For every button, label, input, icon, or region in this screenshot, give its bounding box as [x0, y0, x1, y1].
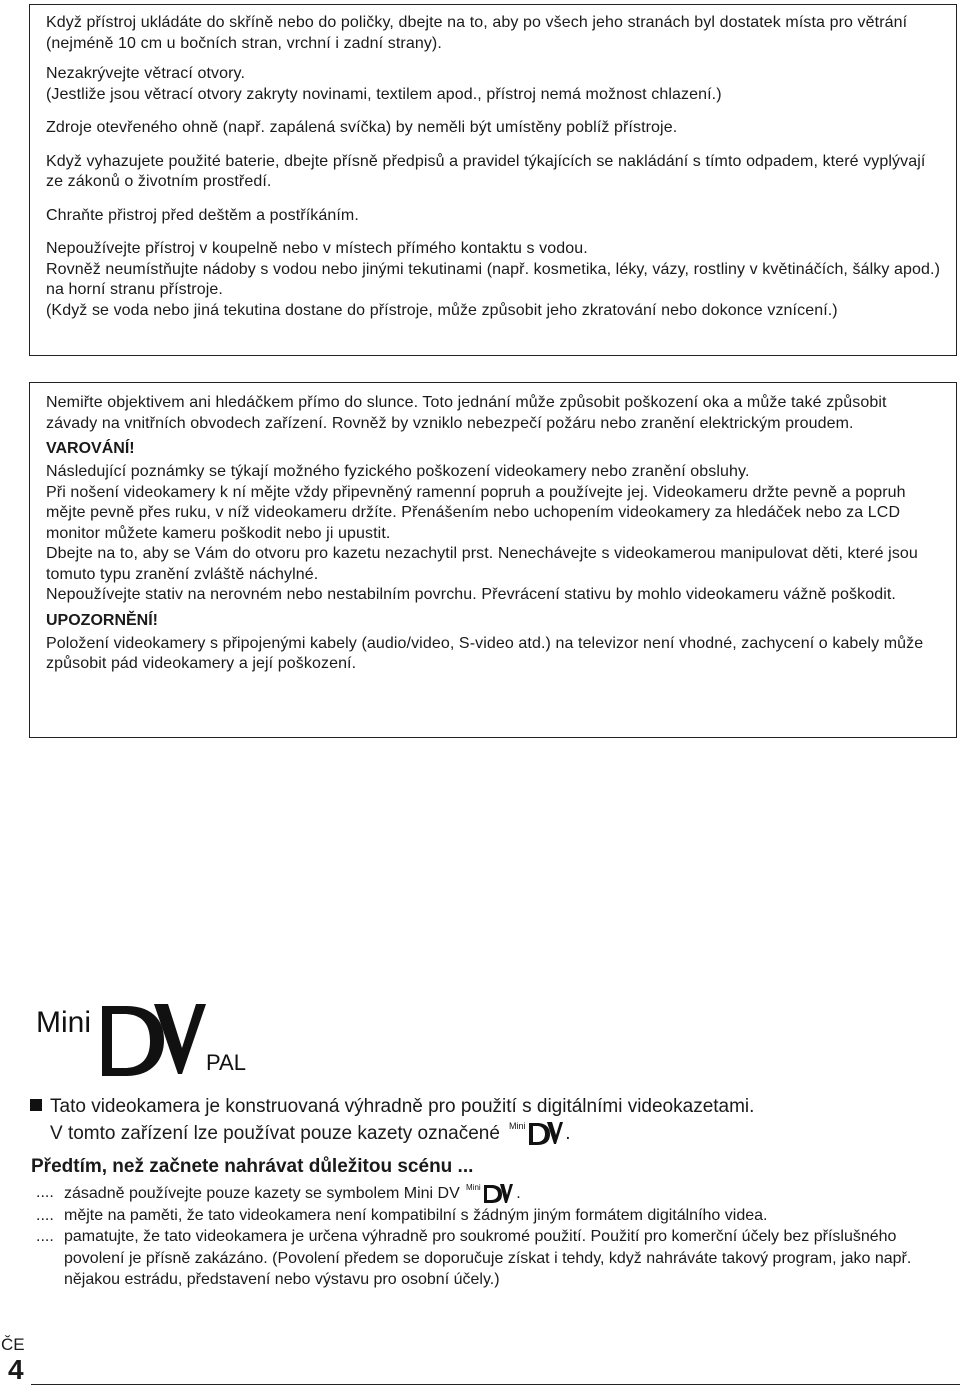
open-flame-warning: Zdroje otevřeného ohně (např. zapálená svíčka) by neměli být umístěny poblíž přístroje. [46, 119, 678, 136]
warning-item-injury: Následující poznámky se týkají možného fyzického poškození videokamery nebo zranění obsluhy. [46, 463, 750, 480]
compat-line-2-end: . [565, 1123, 571, 1144]
list-dots: .... [36, 1184, 54, 1201]
page-number: 4 [8, 1354, 24, 1385]
list-item-text: zásadně používejte pouze kazety se symbolem Mini DV [64, 1185, 460, 1202]
list-item [36, 1226, 948, 1291]
warning-item-strap: Při nošení videokamery k ní mějte vždy připevněný ramenní popruh a používejte jej. Videokameru držte pevně a popruh mějte pevně přes ruku, v níž videokameru držíte. Přenášením nebo uchopením videokamery za hledáček nebo za LCD monitor můžete kameru poškodit nebo ji upustit. [46, 483, 906, 542]
list-dots: .... [36, 1206, 54, 1224]
list-item-end: . [516, 1185, 521, 1202]
list-item [36, 1182, 948, 1205]
vent-cover-explanation: (Jestliže jsou větrací otvory zakryty novinami, textilem apod., přístroj nemá možnost chlazení.) [46, 85, 722, 103]
compat-line-1: Tato videokamera je konstruovaná výhradně pro použití s digitálními videokazetami. [50, 1096, 755, 1117]
rain-warning: Chraňte přistroj před deštěm a postříkáním. [46, 206, 359, 224]
before-recording-heading: Předtím, než začnete nahrávat důležitou scénu ... [31, 1156, 474, 1177]
battery-disposal-text: Když vyhazujete použité baterie, dbejte přísně předpisů a pravidel týkajících se nakládání s tímto odpadem, které vyplývají ze zákonů o životním prostředí. [46, 152, 926, 190]
ventilation-text: Když přístroj ukládáte do skříně nebo do poličky, dbejte na to, aby po všech jeho stranách byl dostatek místa pro větrání (nejméně 10 cm u bočních stran, vrchní i zadní strany). [46, 14, 908, 52]
before-recording-list [36, 1182, 948, 1291]
warning-item-cassette: Dbejte na to, aby se Vám do otvoru pro kazetu nezachytil prst. Nenechávejte s videokamerou manipulovat děti, které jsou tomuto typu zranění zvláště náchylné. [46, 545, 918, 583]
list-item [36, 1205, 948, 1227]
liquid-containers-warning: Rovněž neumístňujte nádoby s vodou nebo jinými tekutinami (např. kosmetika, léky, vázy, rostliny v květináčích, šálky apod.) na horní stranu přístroje. [46, 260, 940, 298]
safety-notice-box [29, 4, 957, 356]
bathroom-warning: Nepoužívejte přístroj v koupelně nebo v místech přímého kontaktu s vodou. [46, 240, 588, 257]
warning-item-tripod: Nepoužívejte stativ na nerovném nebo nestabilním povrchu. Převrácení stativu by mohlo videokameru vážně poškodit. [46, 586, 896, 603]
logo-pal-text: PAL [206, 1050, 246, 1075]
footer-rule [31, 1384, 960, 1385]
mini-dv-pal-logo [36, 1000, 286, 1080]
vent-cover-warning: Nezakrývejte větrací otvory. [46, 65, 246, 82]
bullet-square-icon [30, 1099, 42, 1111]
mini-dv-small-icon [505, 1119, 565, 1145]
sun-warning: Nemiřte objektivem ani hledáčkem přímo do slunce. Toto jednání může způsobit poškození oka a může také způsobit závady na vnitřních obvodech zařízení. Rovněž by vzniklo nebezpečí požáru nebo zranění elektrickým proudem. [46, 394, 887, 432]
warning-heading: VAROVÁNÍ! [46, 440, 135, 457]
short-circuit-warning: (Když se voda nebo jiná tekutina dostane do přístroje, může způsobit jeho zkratování nebo dokonce vznícení.) [46, 301, 838, 319]
list-item-text: pamatujte, že tato videokamera je určena výhradně pro soukromé použití. Použití pro komerční účely bez příslušného povolení je přísně zakázáno. (Povolení předem se doporučuje získat i tehdy, když nahráváte takový program, jako např. nějakou estrádu, představení nebo výstavu pro osobní účely.) [64, 1228, 912, 1288]
language-code: ČE [1, 1335, 25, 1354]
mini-dv-small-icon [464, 1182, 516, 1204]
compat-line-2: V tomto zařízení lze používat pouze kazety označené [50, 1123, 500, 1144]
warning-box [29, 382, 957, 738]
dv-logo-icon [102, 1006, 164, 1076]
logo-mini-text: Mini [36, 1006, 92, 1039]
caution-heading: UPOZORNĚNÍ! [46, 611, 158, 629]
caution-item-cables: Položení videokamery s připojenými kabely (audio/video, S-video atd.) na televizor není vhodné, zachycení o kabely může způsobit pád videokamery a její poškození. [46, 634, 924, 672]
svg-text:Mini: Mini [509, 1121, 526, 1131]
compatibility-note [30, 1094, 930, 1146]
svg-text:Mini: Mini [466, 1183, 481, 1192]
list-dots: .... [36, 1228, 54, 1245]
list-item-text: mějte na paměti, že tato videokamera není kompatibilní s žádným jiným formátem digitálního videa. [64, 1206, 768, 1224]
